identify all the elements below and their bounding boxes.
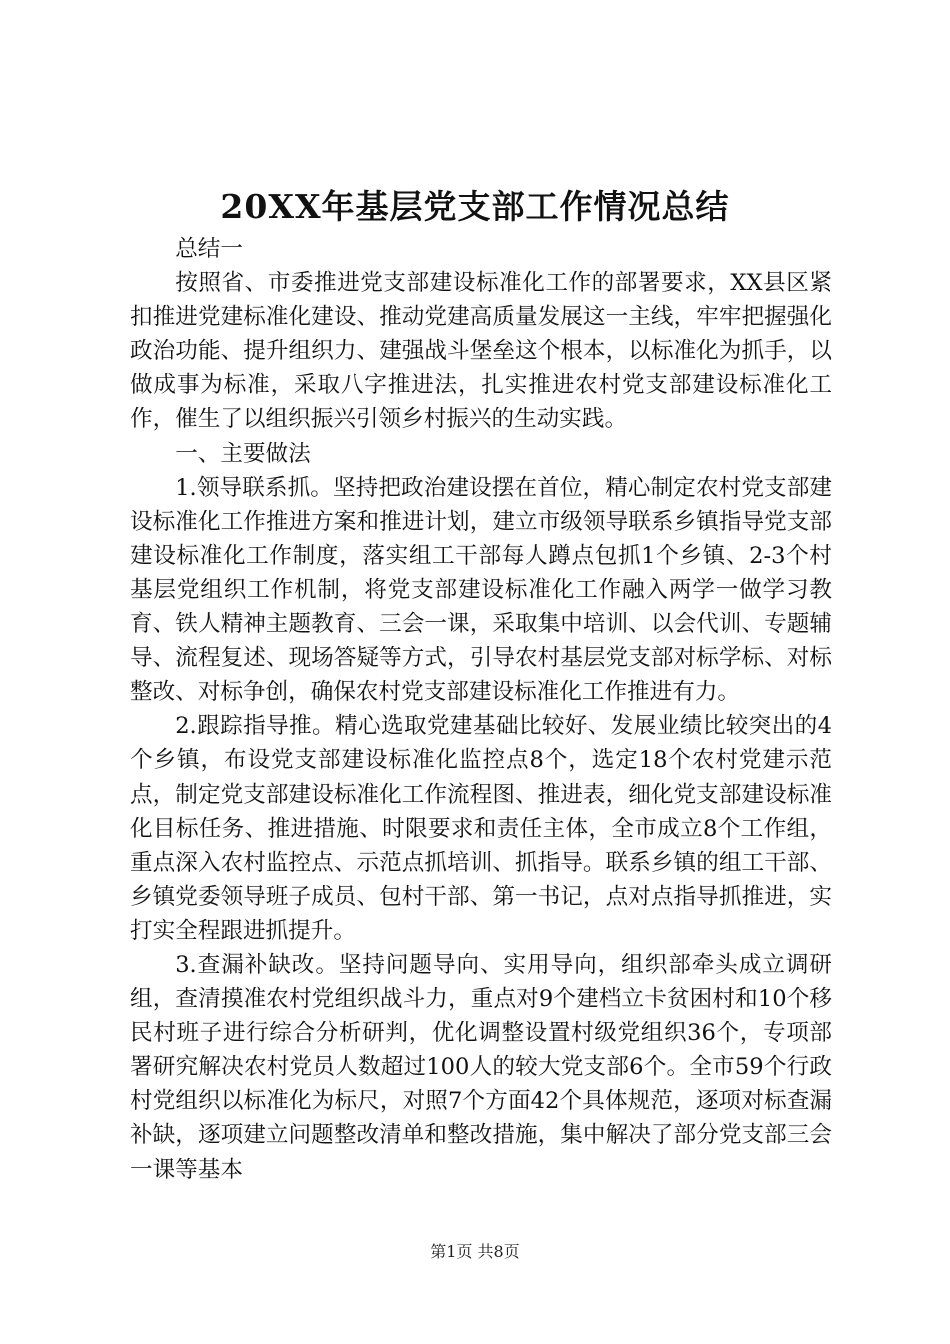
document-body — [130, 232, 832, 1187]
paragraph: 3.查漏补缺改。坚持问题导向、实用导向，组织部牵头成立调研组，查清摸准农村党组织战斗力，重点对9个建档立卡贫困村和10个移民村班子进行综合分析研判，优化调整设置村级党组织36个，专项部署研究解决农村党员人数超过100人的较大党支部6个。全市59个行政村党组织以标准化为标尺，对照7个方面42个具体规范，逐项对标查漏补缺，逐项建立问题整改清单和整改措施，集中解决了部分党支部三会一课等基本 — [130, 951, 832, 1183]
section-heading: 一、主要做法 — [175, 440, 311, 467]
paragraph: 按照省、市委推进党支部建设标准化工作的部署要求，XX县区紧扣推进党建标准化建设、推动党建高质量发展这一主线，牢牢把握强化政治功能、提升组织力、建强战斗堡垒这个根本，以标准化为抓手，以做成事为标准，采取八字推进法，扎实推进农村党支部建设标准化工作，催生了以组织振兴引领乡村振兴的生动实践。 — [130, 270, 832, 433]
paragraph: 2.跟踪指导推。精心选取党建基础比较好、发展业绩比较突出的4个乡镇，布设党支部建设标准化监控点8个，选定18个农村党建示范点，制定党支部建设标准化工作流程图、推进表，细化党支部建设标准化目标任务、推进措施、时限要求和责任主体，全市成立8个工作组，重点深入农村监控点、示范点抓培训、抓指导。联系乡镇的组工干部、乡镇党委领导班子成员、包村干部、第一书记，点对点指导抓推进，实打实全程跟进抓提升。 — [130, 713, 832, 944]
page-footer: 第1页 共8页 — [430, 1242, 520, 1261]
paragraph: 1.领导联系抓。坚持把政治建设摆在首位，精心制定农村党支部建设标准化工作推进方案和推进计划，建立市级领导联系乡镇指导党支部建设标准化工作制度，落实组工干部每人蹲点包抓1个乡镇、2-3个村基层党组织工作机制，将党支部建设标准化工作融入两学一做学习教育、铁人精神主题教育、三会一课，采取集中培训、以会代训、专题辅导、流程复述、现场答疑等方式，引导农村基层党支部对标学标、对标整改、对标争创，确保农村党支部建设标准化工作推进有力。 — [130, 474, 832, 706]
document-title: 20XX年基层党支部工作情况总结 — [220, 187, 730, 226]
section-heading: 总结一 — [175, 236, 243, 262]
